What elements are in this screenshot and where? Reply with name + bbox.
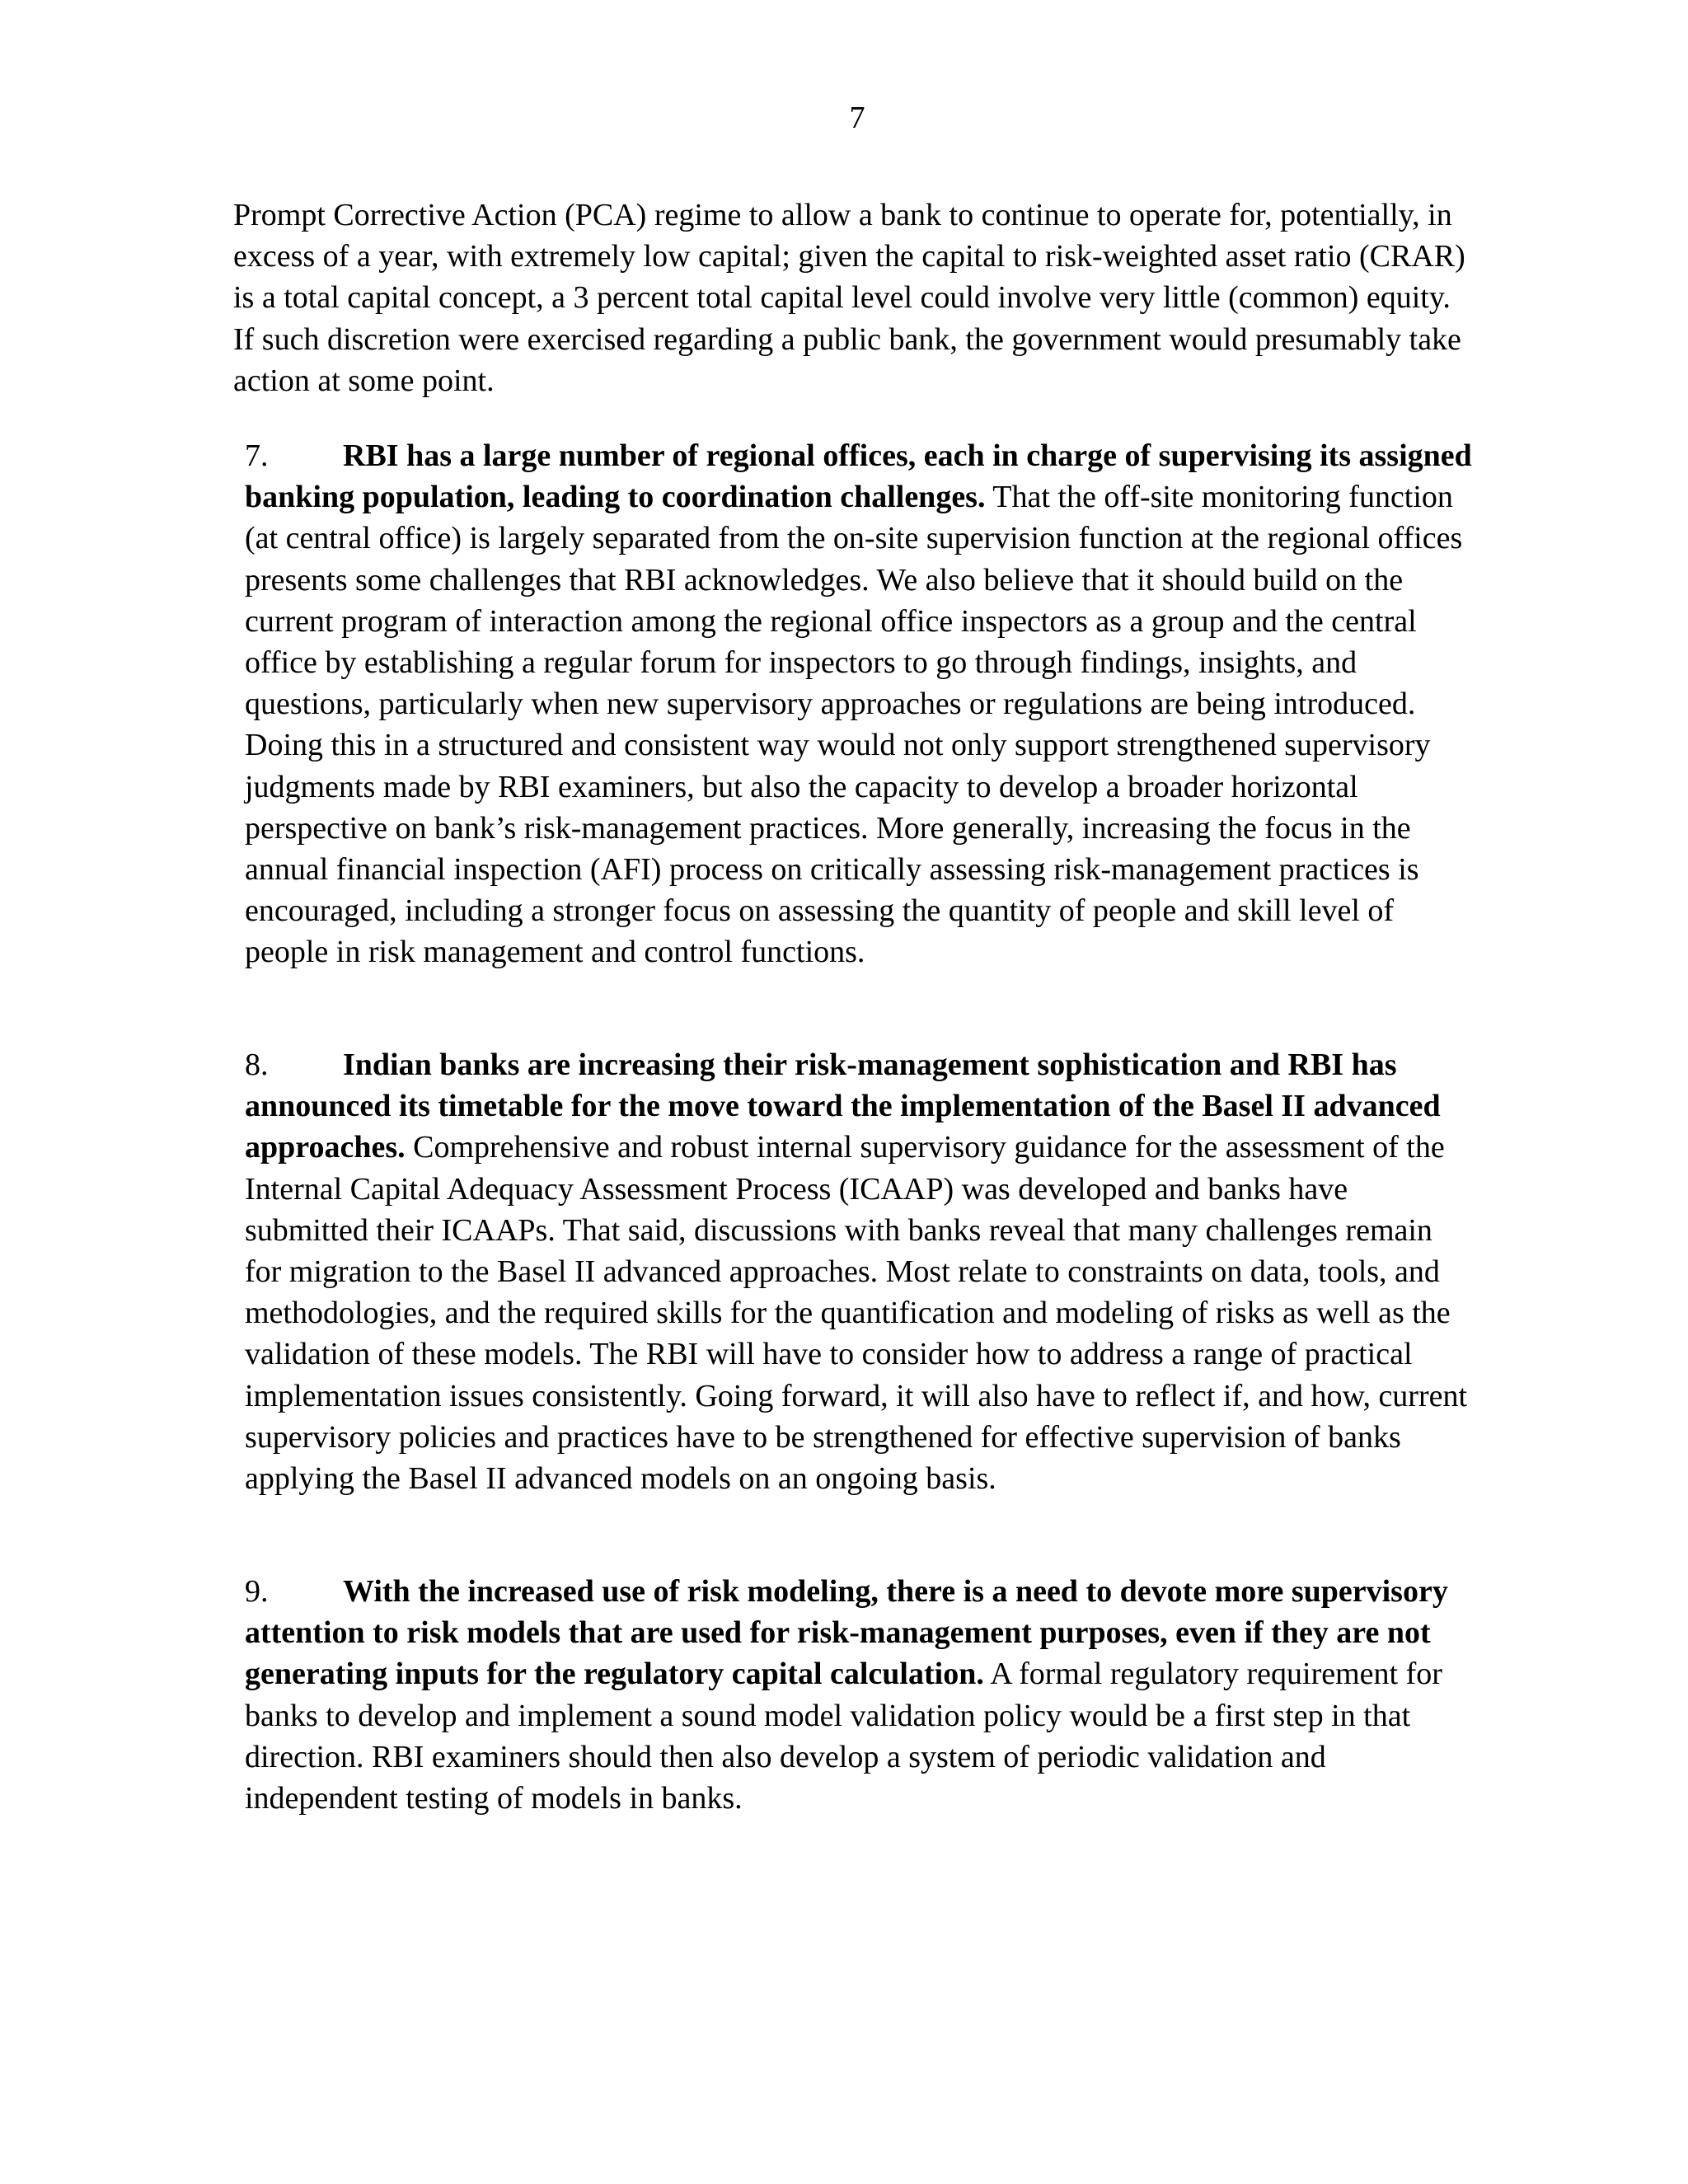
paragraph-body: That the off-site monitoring function (at central office) is largely separated from the on-site supervision function at the regional offices presents some challenges that RBI acknowledges. We also believe that it should build on the current program of interaction among the regional office inspectors as a group and the central office by establishing a regular forum for inspectors to go through findings, insights, and questions, particularly when new supervisory approaches or regulations are being introduced. Doing this in a structured and consistent way would not only support strengthened supervisory judgments made by RBI examiners, but also the capacity to develop a broader horizontal perspective on bank’s risk-management practices. More generally, increasing the focus in the annual financial inspection (AFI) process on critically assessing risk-management practices is encouraged, including a stronger focus on assessing the quantity of people and skill level of people in risk management and control functions. (245, 480, 1463, 970)
paragraph-number: 8. (245, 1047, 269, 1082)
paragraph-9 (245, 1571, 1473, 1819)
paragraph-7 (245, 435, 1473, 973)
intro-paragraph: Prompt Corrective Action (PCA) regime to allow a bank to continue to operate for, potentially, in excess of a year, with extremely low capital; given the capital to risk-weighted asset ratio (CRAR) is a total capital concept, a 3 percent total capital level could involve very little (common) equity. If such discretion were exercised regarding a public bank, the government would presumably take action at some point. (233, 198, 1465, 398)
paragraph-body: Comprehensive and robust internal supervisory guidance for the assessment of the Internal Capital Adequacy Assessment Process (ICAAP) was developed and banks have submitted their ICAAPs. That said, discussions with banks reveal that many challenges remain for migration to the Basel II advanced approaches. Most relate to constraints on data, tools, and methodologies, and the required skills for the quantification and modeling of risks as well as the validation of these models. The RBI will have to consider how to address a range of practical implementation issues consistently. Going forward, it will also have to reflect if, and how, current supervisory policies and practices have to be strengthened for effective supervision of banks applying the Basel II advanced models on an ongoing basis. (245, 1130, 1468, 1497)
paragraph-number: 9. (245, 1574, 269, 1609)
paragraph-number: 7. (245, 438, 269, 473)
paragraph-8 (245, 1044, 1473, 1499)
page-number: 7 (849, 101, 865, 135)
paragraph-body: A formal regulatory requirement for banks to develop and implement a sound model validation policy would be a first step in that direction. RBI examiners should then also develop a system of periodic validation and independent testing of models in banks. (245, 1657, 1442, 1816)
paragraph-lead: Indian banks are increasing their risk-management sophistication and RBI has announced its timetable for the move toward the implementation of the Basel II advanced approaches. (245, 1047, 1441, 1165)
paragraph-lead: With the increased use of risk modeling, there is a need to devote more supervisory attention to risk models that are used for risk-management purposes, even if they are not generating inputs for the regulatory capital calculation. (245, 1574, 1448, 1692)
paragraph-lead: RBI has a large number of regional offices, each in charge of supervising its assigned banking population, leading to coordination challenges. (245, 438, 1472, 515)
